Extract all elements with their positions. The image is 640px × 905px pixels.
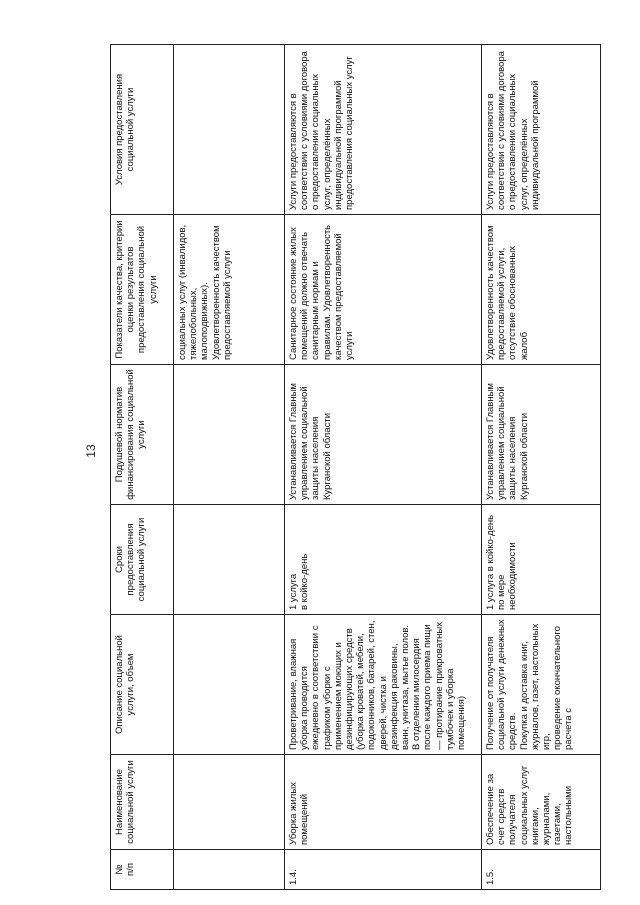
cell-quality-indicators: Санитарное состояние жилых помещений должно отвечать санитарным нормам и правилам. Удовлетворенность качеством предоставляемой услуги: [285, 215, 482, 365]
table-row: [285, 45, 482, 890]
cell-financing-norm: Устанавливается Главным управлением социальной защиты населения Курганской области: [482, 365, 601, 505]
cell-conditions: Услуги предоставляются в соответствии с условиями договора о предоставлении социальных услуг, определённых индивидуальной программой предоставления социальных услуг: [285, 45, 482, 215]
cell-conditions: Услуги предоставляются в соответствии с условиями договора о предоставлении социальных услуг, определённых индивидуальной программой: [482, 45, 601, 215]
cell-financing-norm: Устанавливается Главным управлением социальной защиты населения Курганской области: [285, 365, 482, 505]
cell-description: Получение от получателя социальной услуги денежных средств. Покупка и доставка книг, журналов, газет, настольных игр, проведение окончательного расчета с: [482, 615, 601, 755]
header-description: Описание социальной услуги, объем: [111, 615, 174, 755]
cell-service-name: [174, 755, 285, 850]
cell-description: Проветривание, влажная уборка проводится ежедневно в соответствии с графиком уборки с применением моющих и дезинфицирующих средств (уборка кроватей, мебели, подоконников, батарей, стен, дверей, чистка и дезинфекция раковины, ванн, унитаза, мытье полов. В отделении милосердия после каждого приема пищи — протирание прикроватных тумбочек и уборка помещения): [285, 615, 482, 755]
header-number: № п/п: [111, 850, 174, 890]
cell-financing-norm: [174, 365, 285, 505]
cell-quality-indicators: Удовлетворенность качеством предоставляемой услуги, отсутствие обоснованных жалоб: [482, 215, 601, 365]
social-services-table: [110, 44, 601, 890]
cell-number: 1.4.: [285, 850, 482, 890]
cell-terms: 1 услуга в койко-день по мере необходимости: [482, 505, 601, 615]
header-service-name: Наименование социальной услуги: [111, 755, 174, 850]
cell-service-name: Обеспечение за счет средств получателя социальных услуг книгами, журналами, газетами, настольными: [482, 755, 601, 850]
header-financing-norm: Подушевой норматив финансирования социальной услуги: [111, 365, 174, 505]
header-quality-indicators: Показатели качества, критерии оценки результатов предоставления социальной услуги: [111, 215, 174, 365]
cell-conditions: [174, 45, 285, 215]
table-row: [174, 45, 285, 890]
cell-terms: [174, 505, 285, 615]
cell-terms: 1 услуга в койко-день: [285, 505, 482, 615]
cell-quality-indicators: социальных услуг (инвалидов, тяжелобольных, малоподвижных). Удовлетворенность качеством предоставляемой услуги: [174, 215, 285, 365]
rotated-table-sheet: [110, 45, 610, 890]
header-conditions: Условия предоставления социальной услуги: [111, 45, 174, 215]
table-header-row: [111, 45, 174, 890]
cell-service-name: Уборка жилых помещений: [285, 755, 482, 850]
cell-number: 1.5.: [482, 850, 601, 890]
cell-description: [174, 615, 285, 755]
header-terms: Сроки предоставления социальной услуги: [111, 505, 174, 615]
cell-number: [174, 850, 285, 890]
page-number: 13: [84, 444, 98, 458]
table-row: [482, 45, 601, 890]
